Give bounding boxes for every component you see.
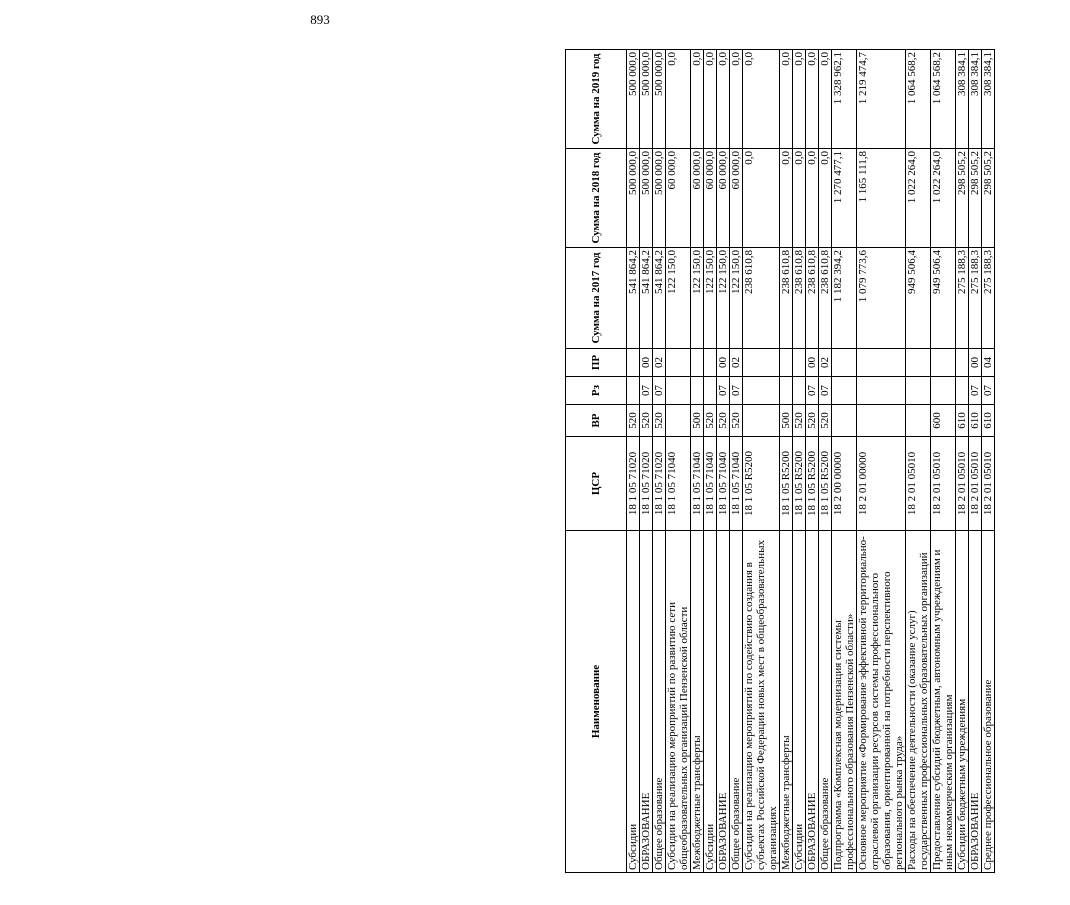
row-rz: 07	[806, 377, 819, 405]
row-sum-2018: 60 000,0	[704, 149, 717, 248]
row-name: ОБРАЗОВАНИЕ	[969, 531, 982, 873]
table-row	[717, 50, 730, 873]
row-vr: 520	[653, 405, 666, 437]
row-sum-2017: 541 864,2	[653, 248, 666, 349]
budget-table-rotated	[565, 50, 1070, 873]
row-sum-2019: 0,0	[806, 50, 819, 149]
table-row	[666, 50, 691, 873]
row-sum-2018: 298 505,2	[969, 149, 982, 248]
row-pr: 00	[717, 349, 730, 377]
row-name: Общее образование	[653, 531, 666, 873]
header-pr: ПР	[566, 349, 627, 377]
row-sum-2018: 1 270 477,1	[832, 149, 857, 248]
row-sum-2018: 1 022 264,0	[906, 149, 931, 248]
row-csr: 18 1 05 R5200	[793, 437, 806, 531]
row-vr: 600	[931, 405, 956, 437]
row-pr	[931, 349, 956, 377]
table-row	[640, 50, 653, 873]
row-sum-2019: 0,0	[717, 50, 730, 149]
row-rz	[793, 377, 806, 405]
row-rz: 07	[982, 377, 995, 405]
row-name: ОБРАЗОВАНИЕ	[806, 531, 819, 873]
row-pr: 04	[982, 349, 995, 377]
table-row	[780, 50, 793, 873]
row-rz: 07	[730, 377, 743, 405]
row-sum-2019: 0,0	[691, 50, 704, 149]
row-sum-2017: 949 506,4	[931, 248, 956, 349]
row-sum-2017: 238 610,8	[743, 248, 780, 349]
row-sum-2017: 122 150,0	[704, 248, 717, 349]
page-number: 893	[310, 12, 330, 27]
row-sum-2019: 308 384,1	[969, 50, 982, 149]
row-sum-2017: 238 610,8	[793, 248, 806, 349]
header-name: Наименование	[566, 531, 627, 873]
row-rz	[931, 377, 956, 405]
row-csr: 18 1 05 R5200	[743, 437, 780, 531]
table-body	[627, 50, 995, 873]
row-sum-2017: 238 610,8	[806, 248, 819, 349]
table-row	[857, 50, 906, 873]
row-vr: 520	[730, 405, 743, 437]
row-name: Основное мероприятие «Формирование эффективной территориально-отраслевой организации ресурсов системы профессионального образования, ориентированной на потребности перспективного регионального рынка труда»	[857, 531, 906, 873]
row-sum-2017: 1 182 394,2	[832, 248, 857, 349]
row-name: Подпрограмма «Комплексная модернизация системы профессионального образования Пензенской области»	[832, 531, 857, 873]
row-sum-2018: 1 022 264,0	[931, 149, 956, 248]
row-sum-2019: 500 000,0	[653, 50, 666, 149]
row-sum-2019: 500 000,0	[627, 50, 640, 149]
row-sum-2018: 0,0	[780, 149, 793, 248]
row-sum-2017: 122 150,0	[691, 248, 704, 349]
row-pr	[780, 349, 793, 377]
row-csr: 18 1 05 71040	[704, 437, 717, 531]
row-csr: 18 1 05 R5200	[806, 437, 819, 531]
row-sum-2017: 275 188,3	[969, 248, 982, 349]
row-sum-2018: 60 000,0	[666, 149, 691, 248]
table-row	[906, 50, 931, 873]
header-vr: ВР	[566, 405, 627, 437]
row-sum-2017: 949 506,4	[906, 248, 931, 349]
row-vr	[857, 405, 906, 437]
row-sum-2017: 275 188,3	[982, 248, 995, 349]
row-rz	[627, 377, 640, 405]
row-rz	[956, 377, 969, 405]
row-name: ОБРАЗОВАНИЕ	[640, 531, 653, 873]
row-name: Общее образование	[819, 531, 832, 873]
table-row	[931, 50, 956, 873]
table-row	[956, 50, 969, 873]
row-rz	[704, 377, 717, 405]
row-name: ОБРАЗОВАНИЕ	[717, 531, 730, 873]
row-rz	[857, 377, 906, 405]
row-sum-2018: 0,0	[793, 149, 806, 248]
row-name: Субсидии бюджетным учреждениям	[956, 531, 969, 873]
row-pr	[956, 349, 969, 377]
row-sum-2018: 0,0	[806, 149, 819, 248]
row-rz	[832, 377, 857, 405]
row-vr: 520	[806, 405, 819, 437]
row-sum-2017: 238 610,8	[780, 248, 793, 349]
row-rz: 07	[653, 377, 666, 405]
row-sum-2018: 500 000,0	[640, 149, 653, 248]
row-vr: 520	[819, 405, 832, 437]
row-sum-2017: 122 150,0	[730, 248, 743, 349]
row-rz	[743, 377, 780, 405]
row-sum-2019: 1 064 568,2	[906, 50, 931, 149]
table-row	[982, 50, 995, 873]
row-rz: 07	[640, 377, 653, 405]
row-vr: 610	[982, 405, 995, 437]
row-sum-2019: 308 384,1	[982, 50, 995, 149]
row-sum-2018: 60 000,0	[730, 149, 743, 248]
header-sum-2018: Сумма на 2018 год	[566, 149, 627, 248]
row-csr: 18 1 05 71020	[627, 437, 640, 531]
row-name: Межбюджетные трансферты	[691, 531, 704, 873]
row-sum-2017: 275 188,3	[956, 248, 969, 349]
row-sum-2018: 60 000,0	[717, 149, 730, 248]
header-csr: ЦСР	[566, 437, 627, 531]
row-sum-2017: 122 150,0	[666, 248, 691, 349]
row-sum-2018: 0,0	[743, 149, 780, 248]
row-name: Субсидии на реализацию мероприятий по развитию сети общеобразовательных организаций Пензенской области	[666, 531, 691, 873]
header-rz: Рз	[566, 377, 627, 405]
row-vr: 520	[627, 405, 640, 437]
table-header-row	[566, 50, 627, 873]
row-vr	[743, 405, 780, 437]
row-name: Субсидии	[793, 531, 806, 873]
header-sum-2017: Сумма на 2017 год	[566, 248, 627, 349]
row-name: Субсидии	[704, 531, 717, 873]
row-sum-2018: 60 000,0	[691, 149, 704, 248]
row-sum-2019: 0,0	[743, 50, 780, 149]
row-sum-2019: 0,0	[730, 50, 743, 149]
row-vr	[832, 405, 857, 437]
table-row	[691, 50, 704, 873]
row-sum-2017: 1 079 773,6	[857, 248, 906, 349]
row-sum-2018: 298 505,2	[956, 149, 969, 248]
row-sum-2017: 122 150,0	[717, 248, 730, 349]
row-csr: 18 2 01 05010	[906, 437, 931, 531]
row-vr: 520	[793, 405, 806, 437]
row-csr: 18 2 00 00000	[832, 437, 857, 531]
row-rz	[906, 377, 931, 405]
table-row	[743, 50, 780, 873]
header-sum-2019: Сумма на 2019 год	[566, 50, 627, 149]
row-csr: 18 2 01 05010	[956, 437, 969, 531]
row-pr	[832, 349, 857, 377]
row-sum-2017: 541 864,2	[627, 248, 640, 349]
row-csr: 18 2 01 05010	[969, 437, 982, 531]
row-sum-2017: 541 864,2	[640, 248, 653, 349]
row-sum-2019: 1 328 962,1	[832, 50, 857, 149]
table-row	[793, 50, 806, 873]
row-pr	[691, 349, 704, 377]
row-vr: 500	[691, 405, 704, 437]
row-name: Общее образование	[730, 531, 743, 873]
row-rz: 07	[969, 377, 982, 405]
row-name: Субсидии	[627, 531, 640, 873]
row-csr: 18 2 01 05010	[931, 437, 956, 531]
row-name: Расходы на обеспечение деятельности (оказание услуг) государственных профессиональных образовательных организаций	[906, 531, 931, 873]
row-pr	[793, 349, 806, 377]
row-vr	[906, 405, 931, 437]
row-csr: 18 1 05 71040	[691, 437, 704, 531]
table-row	[819, 50, 832, 873]
row-csr: 18 1 05 R5200	[780, 437, 793, 531]
row-pr: 02	[819, 349, 832, 377]
row-vr	[666, 405, 691, 437]
budget-table	[565, 49, 995, 873]
table-row	[653, 50, 666, 873]
row-csr: 18 2 01 05010	[982, 437, 995, 531]
row-pr	[627, 349, 640, 377]
row-rz: 07	[717, 377, 730, 405]
table-row	[806, 50, 819, 873]
row-name: Субсидии на реализацию мероприятий по содействию создания в субъектах Российской Федерации новых мест в общеобразовательных организациях	[743, 531, 780, 873]
row-vr: 610	[956, 405, 969, 437]
row-pr	[906, 349, 931, 377]
row-sum-2018: 500 000,0	[653, 149, 666, 248]
row-sum-2019: 0,0	[704, 50, 717, 149]
row-name: Среднее профессиональное образование	[982, 531, 995, 873]
row-vr: 500	[780, 405, 793, 437]
row-vr: 520	[717, 405, 730, 437]
row-csr: 18 1 05 71040	[717, 437, 730, 531]
row-name: Предоставление субсидий бюджетным, автономным учреждениям и иным некоммерческим организациям	[931, 531, 956, 873]
row-csr: 18 1 05 R5200	[819, 437, 832, 531]
row-csr: 18 1 05 71020	[653, 437, 666, 531]
row-sum-2019: 1 219 474,7	[857, 50, 906, 149]
table-row	[832, 50, 857, 873]
row-vr: 610	[969, 405, 982, 437]
row-csr: 18 1 05 71020	[640, 437, 653, 531]
row-pr: 02	[653, 349, 666, 377]
row-rz	[666, 377, 691, 405]
table-row	[730, 50, 743, 873]
row-pr	[857, 349, 906, 377]
table-row	[969, 50, 982, 873]
row-pr: 02	[730, 349, 743, 377]
row-sum-2019: 308 384,1	[956, 50, 969, 149]
row-sum-2019: 0,0	[819, 50, 832, 149]
row-csr: 18 1 05 71040	[730, 437, 743, 531]
row-sum-2019: 0,0	[793, 50, 806, 149]
row-name: Межбюджетные трансферты	[780, 531, 793, 873]
row-sum-2018: 0,0	[819, 149, 832, 248]
row-pr	[743, 349, 780, 377]
row-rz	[780, 377, 793, 405]
row-vr: 520	[704, 405, 717, 437]
row-sum-2018: 298 505,2	[982, 149, 995, 248]
row-sum-2018: 1 165 111,8	[857, 149, 906, 248]
row-pr	[704, 349, 717, 377]
row-sum-2019: 0,0	[780, 50, 793, 149]
row-csr: 18 1 05 71040	[666, 437, 691, 531]
row-sum-2018: 500 000,0	[627, 149, 640, 248]
row-rz: 07	[819, 377, 832, 405]
row-sum-2019: 500 000,0	[640, 50, 653, 149]
table-row	[627, 50, 640, 873]
row-pr: 00	[969, 349, 982, 377]
row-sum-2019: 0,0	[666, 50, 691, 149]
row-pr: 00	[806, 349, 819, 377]
table-row	[704, 50, 717, 873]
row-pr: 00	[640, 349, 653, 377]
row-sum-2017: 238 610,8	[819, 248, 832, 349]
row-sum-2019: 1 064 568,2	[931, 50, 956, 149]
row-csr: 18 2 01 00000	[857, 437, 906, 531]
row-vr: 520	[640, 405, 653, 437]
row-pr	[666, 349, 691, 377]
row-rz	[691, 377, 704, 405]
